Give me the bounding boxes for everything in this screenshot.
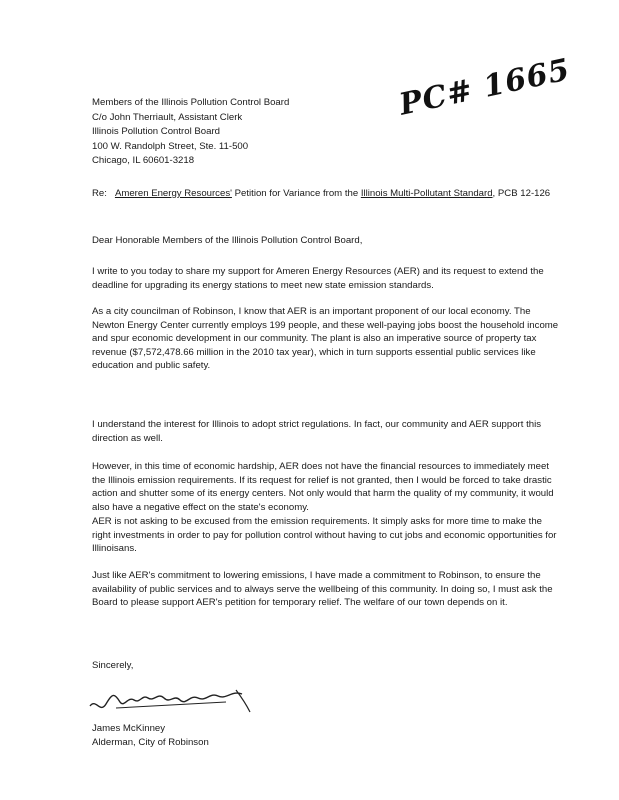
docket-stamp: PC# 1665 [396, 52, 574, 123]
address-line: Illinois Pollution Control Board [92, 126, 220, 138]
address-line: 100 W. Randolph Street, Ste. 11-500 [92, 140, 249, 152]
address-line: Chicago, IL 60601-3218 [92, 155, 195, 167]
signer-block [92, 722, 209, 750]
subject-standard: Illinois Multi-Pollutant Standard [360, 188, 493, 199]
body-paragraph: I write to you today to share my support for Ameren Energy Resources (AER) and its request to extend the deadline for upgrading its energy stations to meet new state emission standards. [92, 266, 544, 291]
signer-title: Alderman, City of Robinson [92, 737, 209, 748]
address-line: C/o John Therriault, Assistant Clerk [92, 111, 243, 123]
signer-name: James McKinney [92, 723, 166, 734]
body-paragraph: Just like AER's commitment to lowering emissions, I have made a commitment to Robinson, to ensure the availability of public services and to always serve the wellbeing of this community. In doing so, I must ask the Board to please support AER's petition for temporary relief. The welfare of our town depends on it. [92, 570, 553, 609]
body-paragraph: AER is not asking to be excused from the emission requirements. It simply asks for more time to make the right investments in order to pay for pollution control without having to cut jobs and economic opportunities for Illinoisans. [92, 516, 557, 555]
salutation: Dear Honorable Members of the Illinois Pollution Control Board, [92, 235, 363, 246]
body-paragraph: As a city councilman of Robinson, I know that AER is an important proponent of our local economy. The Newton Energy Center currently employs 199 people, and these well-paying jobs boost the household income and spur economic development in our community. The plant is also an imperative source of property tax revenue ($7,572,478.66 million in the 2010 tax year), which in turn supports essential public services like education and public safety. [92, 306, 559, 372]
closing: Sincerely, [92, 660, 134, 671]
recipient-address [92, 96, 289, 169]
subject-prefix: Re: [92, 188, 107, 199]
signature-image [86, 678, 266, 722]
subject-docket: , PCB 12-126 [492, 188, 551, 199]
body-paragraph: However, in this time of economic hardship, AER does not have the financial resources to immediately meet the Illinois emission requirements. If its request for relief is not granted, then I would be forced to take drastic action and shutter some of its energy centers. Not only would that harm the quality of my community, it would also have a negative effect on the state's economy. [92, 461, 554, 513]
body-paragraph: I understand the interest for Illinois to adopt strict regulations. In fact, our community and AER support this direction as well. [92, 419, 542, 444]
subject-line [92, 187, 562, 201]
subject-middle: Petition for Variance from the [231, 188, 361, 199]
address-line: Members of the Illinois Pollution Control Board [92, 97, 290, 108]
subject-company: Ameren Energy Resources' [114, 188, 232, 199]
